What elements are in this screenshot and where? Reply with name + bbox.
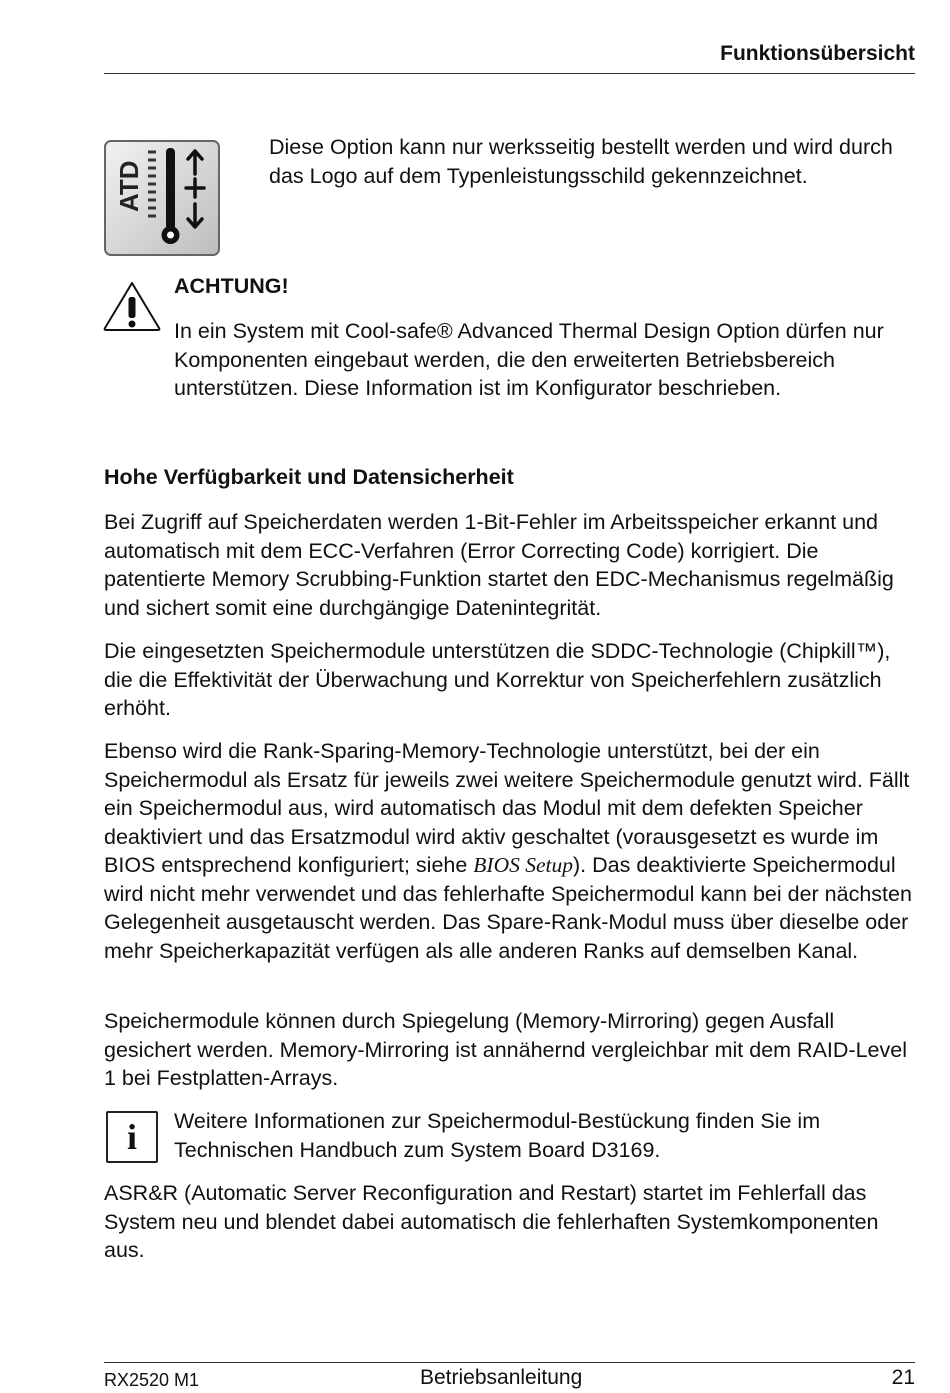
paragraph-ecc: Bei Zugriff auf Speicherdaten werden 1-Bit-Fehler im Arbeitsspeicher erkannt und automatisch mit dem ECC-Verfahren (Error Correcting Code) korrigiert. Die patentierte Memory Scrubbing-Funktion startet den EDC-Mechanismus regelmäßig und sichert somit eine durchgängige Datenintegrität.	[104, 510, 894, 620]
info-note-text: Weitere Informationen zur Speichermodul-Bestückung finden Sie im Technischen Handbuch zum System Board D3169.	[174, 1109, 821, 1162]
warning-text: In ein System mit Cool-safe® Advanced Thermal Design Option dürfen nur Komponenten eingebaut werden, die den erweiterten Betriebsbereich unterstützen. Diese Information ist im Konfigurator beschrieben.	[174, 319, 884, 400]
paragraph-memory-mirroring: Speichermodule können durch Spiegelung (Memory-Mirroring) gegen Ausfall gesichert werden. Memory-Mirroring ist annähernd vergleichbar mit dem RAID-Level 1 bei Festplatten-Arrays.	[104, 1009, 907, 1090]
section-heading: Hohe Verfügbarkeit und Datensicherheit	[104, 465, 514, 489]
info-icon-glyph: i	[126, 1117, 137, 1157]
page-header-title: Funktionsübersicht	[720, 42, 915, 65]
footer-model: RX2520 M1	[104, 1370, 200, 1390]
info-icon	[106, 1111, 158, 1163]
header-divider	[104, 73, 915, 74]
footer-divider	[104, 1362, 915, 1363]
atd-option-note: Diese Option kann nur werksseitig bestellt werden und wird durch das Logo auf dem Typenleistungsschild gekennzeichnet.	[269, 135, 893, 188]
bios-setup-reference-link[interactable]: BIOS Setup	[473, 853, 574, 877]
paragraph-rank-sparing-text-1: Ebenso wird die Rank-Sparing-Memory-Technologie unterstützt, bei der ein Speichermodul als Ersatz für jeweils zwei weitere Speichermodule genutzt wird. Fällt ein Speichermodul aus, wird automatisch das Modul mit dem defekten Speicher deaktiviert und das Ersatzmodul wird aktiv geschaltet (vorausgesetzt es wurde im BIOS entsprechend konfiguriert; siehe	[104, 739, 910, 877]
atd-logo-label: ATD	[114, 160, 144, 212]
warning-icon	[102, 280, 162, 332]
paragraph-rank-sparing-text-2: ). Das deaktivierte Speichermodul wird nicht mehr verwendet und das fehlerhafte Speichermodul kann bei der nächsten Gelegenheit ausgetauscht werden. Das Spare-Rank-Modul muss über dieselbe oder mehr Speicherkapazität verfügen als alle anderen Ranks auf demselben Kanal.	[104, 853, 912, 963]
paragraph-sddc: Die eingesetzten Speichermodule unterstützen die SDDC-Technologie (Chipkill™), die die Effektivität der Überwachung und Korrektur von Speicherfehlern zusätzlich erhöht.	[104, 639, 891, 720]
footer-doc-title: Betriebsanleitung	[420, 1366, 583, 1389]
atd-thermometer-icon	[104, 140, 220, 256]
paragraph-rank-sparing	[104, 737, 916, 965]
footer-page-number: 21	[891, 1366, 915, 1389]
warning-title: ACHTUNG!	[174, 274, 289, 298]
paragraph-asrr: ASR&R (Automatic Server Reconfiguration and Restart) startet im Fehlerfall das System neu und blendet dabei automatisch die fehlerhaften Systemkomponenten aus.	[104, 1181, 879, 1262]
